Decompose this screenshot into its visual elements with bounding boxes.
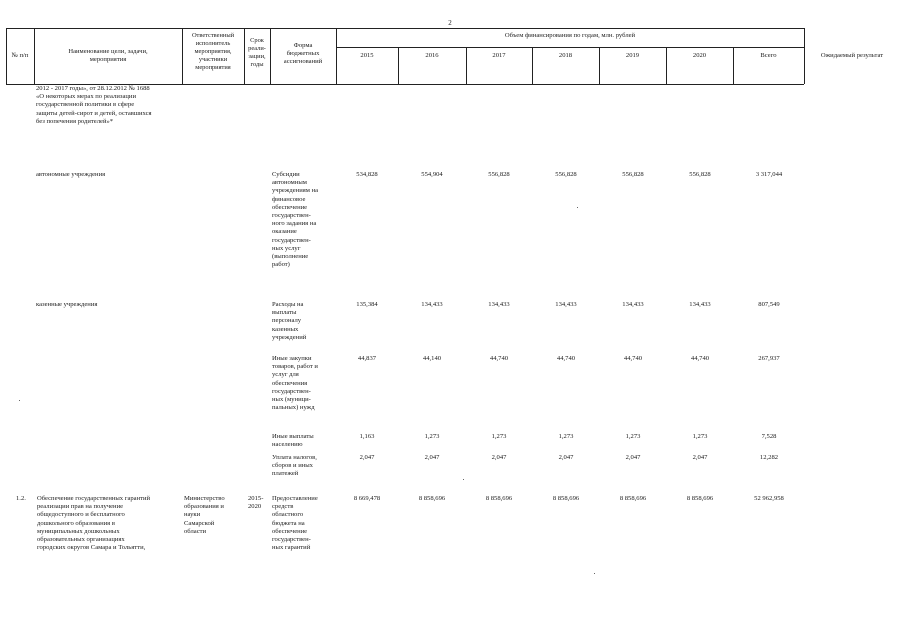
row-value-2018: 2,047 (558, 454, 574, 461)
header-total: Всего (760, 52, 777, 59)
item-form: Предоставление средств областного бюджета на обеспечение государствен- ных гарантий (272, 495, 318, 552)
header-form: Форма бюджетных ассигнований (283, 42, 323, 66)
row-value-total: 12,282 (759, 454, 779, 461)
row-value-2016: 1,273 (424, 433, 440, 440)
row-value-2018: 44,740 (556, 355, 576, 362)
row-value-2020: 556,828 (689, 171, 711, 178)
row-value-2015: 135,384 (356, 301, 378, 308)
row-form: Иные закупки товаров, работ и услуг для обеспечения государствен- ных (муници- пальных) нужд (272, 355, 318, 412)
row-value-2015: 1,163 (359, 433, 375, 440)
row-value-2018: 134,433 (555, 301, 577, 308)
row-form: Уплата налогов, сборов и иных платежей (272, 454, 317, 478)
row-value-2019: 44,740 (623, 355, 643, 362)
row-value-2017: 44,740 (489, 355, 509, 362)
row-value-2020: 1,273 (692, 433, 708, 440)
row-value-2017: 1,273 (491, 433, 507, 440)
row-form: Иные выплаты населению (272, 433, 314, 449)
row-value-2017: 134,433 (488, 301, 510, 308)
item-name: Обеспечение государственных гарантий реализации прав на получение общедоступного и бесплатного дошкольного образования в муниципальных дошкольных образовательных организациях городских округов Самара и Тольятти, (37, 495, 151, 552)
item-responsible: Министерство образования и науки Самарской области (184, 495, 225, 535)
row-value-total: 3 317,044 (755, 171, 783, 178)
row-value-2016: 44,140 (422, 355, 442, 362)
intro-text: 2012 - 2017 годы», от 28.12.2012 № 1688 «О некоторых мерах по реализации государственной политики в сфере защиты детей-сирот и детей, оставшихся без попечения родителей»* (36, 85, 152, 125)
row-value-2018: 1,273 (558, 433, 574, 440)
header-year-2015: 2015 (360, 52, 374, 59)
group-name: казенные учреждения (36, 301, 98, 308)
header-financing: Объем финансирования по годам, млн. рублей (504, 32, 636, 39)
item-value-2018: 8 858,696 (552, 495, 580, 502)
item-value-2017: 8 858,696 (485, 495, 513, 502)
row-value-2015: 2,047 (359, 454, 375, 461)
header-term: Срок реали- зации, годы (248, 37, 266, 68)
row-value-2015: 534,828 (356, 171, 378, 178)
item-number: 1.2. (16, 495, 26, 502)
row-form: Расходы на выплаты персоналу казенных учреждений (272, 301, 307, 341)
row-value-2017: 2,047 (491, 454, 507, 461)
scan-speck (19, 400, 20, 401)
header-year-2019: 2019 (625, 52, 640, 59)
header-no: № п/п (11, 52, 29, 59)
row-value-2019: 556,828 (622, 171, 644, 178)
header-year-2018: 2018 (558, 52, 573, 59)
row-value-2018: 556,828 (555, 171, 577, 178)
item-value-total: 52 962,958 (754, 495, 784, 502)
scan-speck (463, 479, 464, 480)
row-value-2020: 134,433 (689, 301, 711, 308)
row-value-2019: 1,273 (625, 433, 641, 440)
row-form: Субсидии автономным учреждениям на финансовое обеспечение государствен- ного задания на оказание государствен- ных услуг (выполнение работ) (272, 171, 319, 269)
row-value-2017: 556,828 (488, 171, 510, 178)
scan-speck (594, 573, 595, 574)
header-year-2020: 2020 (692, 52, 707, 59)
scan-speck (577, 207, 578, 208)
header-result: Ожидаемый результат (820, 52, 884, 59)
item-value-2019: 8 858,696 (619, 495, 647, 502)
row-value-2020: 44,740 (690, 355, 710, 362)
row-value-total: 807,549 (758, 301, 780, 308)
page-number: 2 (448, 19, 452, 27)
item-value-2020: 8 858,696 (686, 495, 714, 502)
row-value-total: 7,528 (761, 433, 777, 440)
header-name: Наименование цели, задачи, мероприятия (68, 48, 148, 64)
row-value-2016: 134,433 (421, 301, 443, 308)
row-value-total: 267,937 (758, 355, 780, 362)
header-year-2017: 2017 (492, 52, 506, 59)
item-value-2016: 8 858,696 (418, 495, 446, 502)
header-responsible: Ответственный исполнитель мероприятия, участники мероприятия (191, 32, 235, 71)
header-year-2016: 2016 (425, 52, 439, 59)
row-value-2020: 2,047 (692, 454, 708, 461)
item-term: 2015- 2020 (248, 495, 264, 511)
row-value-2019: 134,433 (622, 301, 644, 308)
group-name: автономные учреждения (36, 171, 106, 178)
item-value-2015: 8 669,478 (353, 495, 381, 502)
row-value-2016: 2,047 (424, 454, 440, 461)
row-value-2016: 554,904 (421, 171, 443, 178)
row-value-2019: 2,047 (625, 454, 641, 461)
row-value-2015: 44,837 (357, 355, 377, 362)
